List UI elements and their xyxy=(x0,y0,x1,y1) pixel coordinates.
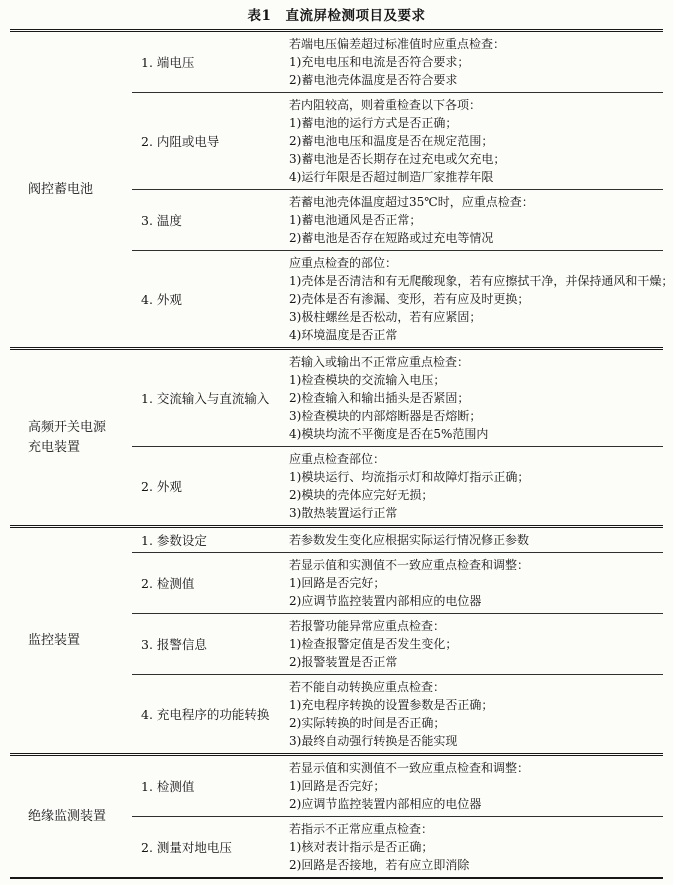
requirement-line: 3)散热装置运行正常 xyxy=(289,506,398,520)
group-name-cell xyxy=(10,528,132,753)
requirement-line: 3)最终自动强行转换是否能实现 xyxy=(289,734,458,748)
table-row xyxy=(132,92,663,189)
table-row xyxy=(132,613,663,674)
requirement-line: 4)环境温度是否正常 xyxy=(289,328,398,342)
table-group-4 xyxy=(10,753,663,877)
requirement-line: 1)充电程序转换的设置参数是否正确； xyxy=(289,698,494,712)
table-row xyxy=(132,674,663,753)
requirement-line: 2)检查输入和输出插头是否紧固； xyxy=(289,391,470,405)
requirement-line: 若指示不正常应重点检查： xyxy=(289,822,434,836)
group-name: 阀控蓄电池 xyxy=(28,181,94,197)
requirement-line: 2)实际转换的时间是否正确； xyxy=(289,716,446,730)
requirement-cell xyxy=(282,817,663,877)
requirement-line: 若蓄电池壳体温度超过35℃时，应重点检查： xyxy=(289,195,534,209)
item-cell: 2. 检测值 xyxy=(141,576,195,591)
requirement-line: 2)模块的壳体应完好无损； xyxy=(289,488,434,502)
requirement-line: 若显示值和实测值不一致应重点检查和调整： xyxy=(289,761,530,775)
requirement-line: 1)核对表计指示是否正确； xyxy=(289,840,434,854)
item-cell: 2. 测量对地电压 xyxy=(141,840,232,855)
requirement-cell xyxy=(282,447,663,525)
table-row xyxy=(132,528,663,552)
requirement-line: 1)蓄电池通风是否正常； xyxy=(289,213,422,227)
item-cell: 1. 交流输入与直流输入 xyxy=(141,391,270,406)
requirement-line: 4)模块均流不平衡度是否在5%范围内 xyxy=(289,427,489,441)
requirement-line: 1)回路是否完好； xyxy=(289,576,386,590)
requirement-line: 1)蓄电池的运行方式是否正确； xyxy=(289,116,458,130)
table-group-3 xyxy=(10,525,663,753)
group-name-cell xyxy=(10,32,132,347)
requirement-cell xyxy=(282,251,673,347)
table-row xyxy=(132,32,663,92)
requirement-cell xyxy=(282,675,663,753)
requirement-line: 2)蓄电池壳体温度是否符合要求 xyxy=(289,73,458,87)
requirement-line: 应重点检查部位： xyxy=(289,452,386,466)
requirement-line: 1)回路是否完好； xyxy=(289,779,386,793)
group-rows xyxy=(132,756,663,877)
requirement-line: 若参数发生变化应根据实际运行情况修正参数 xyxy=(289,533,530,547)
table-row xyxy=(132,189,663,250)
requirement-line: 2)蓄电池电压和温度是否在规定范围； xyxy=(289,134,494,148)
item-cell: 2. 内阻或电导 xyxy=(141,134,220,149)
item-cell: 2. 外观 xyxy=(141,479,182,494)
requirement-line: 若输入或输出不正常应重点检查： xyxy=(289,355,470,369)
requirement-line: 3)蓄电池是否长期存在过充电或欠充电； xyxy=(289,152,506,166)
table-row xyxy=(132,350,663,446)
table-row xyxy=(132,816,663,877)
requirement-line: 1)壳体是否清洁和有无爬酸现象，若有应擦拭干净，并保持通风和干燥； xyxy=(289,274,673,288)
item-cell: 4. 外观 xyxy=(141,292,182,307)
requirement-line: 1)模块运行、均流指示灯和故障灯指示正确； xyxy=(289,470,530,484)
requirement-line: 1)充电电压和电流是否符合要求； xyxy=(289,55,470,69)
table-row xyxy=(132,756,663,816)
item-cell: 4. 充电程序的功能转换 xyxy=(141,707,270,722)
item-cell: 1. 检测值 xyxy=(141,779,195,794)
requirement-line: 2)回路是否接地，若有应立即消除 xyxy=(289,858,470,872)
table-title: 表1 直流屏检测项目及要求 xyxy=(247,8,426,24)
group-name: 绝缘监测装置 xyxy=(28,808,107,824)
group-rows xyxy=(132,528,663,753)
requirement-line: 1)检查模块的交流输入电压； xyxy=(289,373,446,387)
requirement-line: 若不能自动转换应重点检查： xyxy=(289,680,446,694)
requirement-line: 若端电压偏差超过标准值时应重点检查： xyxy=(289,37,506,51)
requirement-line: 2)应调节监控装置内部相应的电位器 xyxy=(289,594,482,608)
item-cell: 1. 参数设定 xyxy=(141,533,207,548)
inspection-table xyxy=(10,29,673,879)
group-name: 高频开关电源充电装置 xyxy=(28,419,107,455)
requirement-cell xyxy=(282,190,663,250)
requirement-line: 应重点检查的部位： xyxy=(289,256,398,270)
requirement-line: 3)极柱螺丝是否松动，若有应紧固； xyxy=(289,310,482,324)
requirement-line: 1)检查报警定值是否发生变化； xyxy=(289,637,458,651)
requirement-cell xyxy=(282,756,663,816)
table-row xyxy=(132,446,663,525)
requirement-cell xyxy=(282,93,663,189)
requirement-line: 4)运行年限是否超过制造厂家推荐年限 xyxy=(289,170,494,184)
requirement-line: 若报警功能异常应重点检查： xyxy=(289,619,446,633)
group-name-cell xyxy=(10,350,132,525)
item-cell: 3. 报警信息 xyxy=(141,637,207,652)
table-row xyxy=(132,250,673,347)
group-name-cell xyxy=(10,756,132,877)
group-rows xyxy=(132,32,673,347)
requirement-line: 2)报警装置是否正常 xyxy=(289,655,398,669)
item-cell: 1. 端电压 xyxy=(141,55,195,70)
table-group-1 xyxy=(10,32,673,347)
requirement-cell xyxy=(282,32,663,92)
group-name: 监控装置 xyxy=(28,632,81,648)
requirement-cell xyxy=(282,528,663,552)
item-cell: 3. 温度 xyxy=(141,213,182,228)
requirement-line: 3)检查模块的内部熔断器是否熔断； xyxy=(289,409,482,423)
requirement-line: 若内阻较高，则着重检查以下各项： xyxy=(289,98,482,112)
requirement-cell xyxy=(282,350,663,446)
requirement-line: 2)壳体是否有渗漏、变形，若有应及时更换； xyxy=(289,292,530,306)
requirement-line: 2)应调节监控装置内部相应的电位器 xyxy=(289,797,482,811)
group-rows xyxy=(132,350,663,525)
table-row xyxy=(132,552,663,613)
table-group-2 xyxy=(10,347,663,525)
requirement-cell xyxy=(282,614,663,674)
requirement-cell xyxy=(282,553,663,613)
requirement-line: 若显示值和实测值不一致应重点检查和调整： xyxy=(289,558,530,572)
requirement-line: 2)蓄电池是否存在短路或过充电等情况 xyxy=(289,231,494,245)
